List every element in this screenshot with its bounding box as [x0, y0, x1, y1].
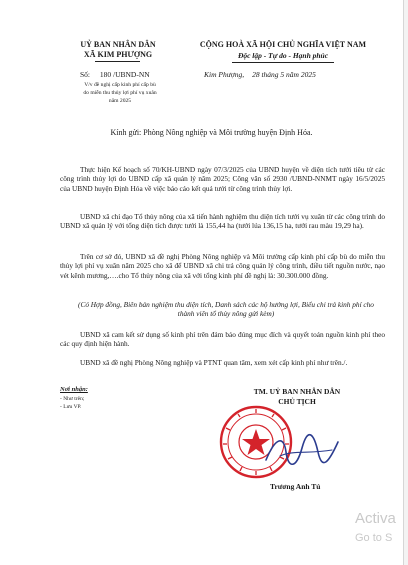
- place-date: [204, 70, 316, 79]
- handwritten-signature-icon: [262, 430, 344, 472]
- left-header-rule: [95, 61, 140, 62]
- body-paragraph: Trên cơ sở đó, UBND xã đề nghị Phòng Nông nghiệp và Môi trường cấp kinh phí cấp bù do miễn thu thủy lợi phí vụ xuân năm 2025 cho xã để UBND xã chi trả công quản lý công trình, điều tiết nguồn nước, nạo vét kênh mương,….cho Tổ thủy nông của xã với tổng kinh phí đề nghị là: 30.300.000 đồng.: [60, 252, 385, 280]
- number-value: 180 /UBND-NN: [99, 70, 150, 79]
- commune-name: XÃ KIM PHƯỢNG: [83, 50, 153, 59]
- right-header-rule: [232, 62, 334, 63]
- recipients-item: - Như trên;: [60, 396, 85, 402]
- window-edge: [404, 0, 408, 565]
- body-paragraph: Thực hiện Kế hoạch số 70/KH-UBND ngày 07/3/2025 của UBND huyện về diện tích tưới tiêu từ các công trình thủy lợi do UBND cấp xã quản lý năm 2025; Công văn số 2930 /UBND-NNMT ngày 16/5/2025 của UBND huyện Định Hóa về việc báo cáo kết quả tưới từ công trình thủy lợi.: [60, 165, 385, 193]
- subject-block: [55, 81, 185, 105]
- request-paragraph: UBND xã đề nghị Phòng Nông nghiệp và PTNT quan tâm, xem xét cấp kinh phí như trên./.: [80, 358, 348, 367]
- activation-watermark-sub: Go to S: [355, 532, 393, 544]
- commitment-paragraph: UBND xã cam kết sử dụng số kinh phí trên đảm bảo đúng mục đích và quyết toán nguồn kinh phí theo các quy định hiện hành.: [60, 330, 385, 349]
- document-number: [80, 70, 150, 79]
- activation-watermark: Activa: [355, 510, 396, 527]
- subject-line: V/v đề nghị cấp kinh phí cấp bù: [84, 82, 156, 88]
- recipients-item: - Lưu VP.: [60, 404, 82, 410]
- place: Kim Phượng,: [204, 70, 245, 79]
- signature-position: CHỦ TỊCH: [278, 397, 316, 406]
- signature-on-behalf: TM. UỶ BAN NHÂN DÂN: [253, 387, 341, 396]
- signer-name: Trương Anh Tú: [270, 482, 321, 491]
- recipients-title: Nơi nhận:: [60, 386, 88, 393]
- subject-line: năm 2025: [108, 98, 132, 104]
- number-label: Số:: [80, 70, 91, 79]
- attachment-note: (Có Hợp đồng, Biên bản nghiệm thu diện tích, Danh sách các hộ hưởng lợi, Biểu chi trả kinh phí cho thành viên tổ thủy nông gửi kèm): [78, 300, 374, 319]
- motto: Độc lập - Tự do - Hạnh phúc: [237, 51, 329, 60]
- recipient-line: Kính gửi: Phòng Nông nghiệp và Môi trường huyện Định Hóa.: [110, 128, 313, 137]
- committee-name: UỶ BAN NHÂN DÂN: [80, 40, 156, 49]
- nation-title: CỘNG HOÀ XÃ HỘI CHỦ NGHĨA VIỆT NAM: [199, 40, 367, 49]
- body-paragraph: UBND xã chỉ đạo Tổ thủy nông của xã tiến hành nghiệm thu diện tích tưới vụ xuân từ các công trình do UBND xã quản lý với tổng diện tích được tưới là 155,44 ha (tưới lúa 136,15 ha, tưới rau màu 19,29 ha).: [60, 212, 385, 231]
- date: 28 tháng 5 năm 2025: [252, 70, 316, 79]
- subject-line: do miễn thu thủy lợi phí vụ xuân: [83, 90, 157, 96]
